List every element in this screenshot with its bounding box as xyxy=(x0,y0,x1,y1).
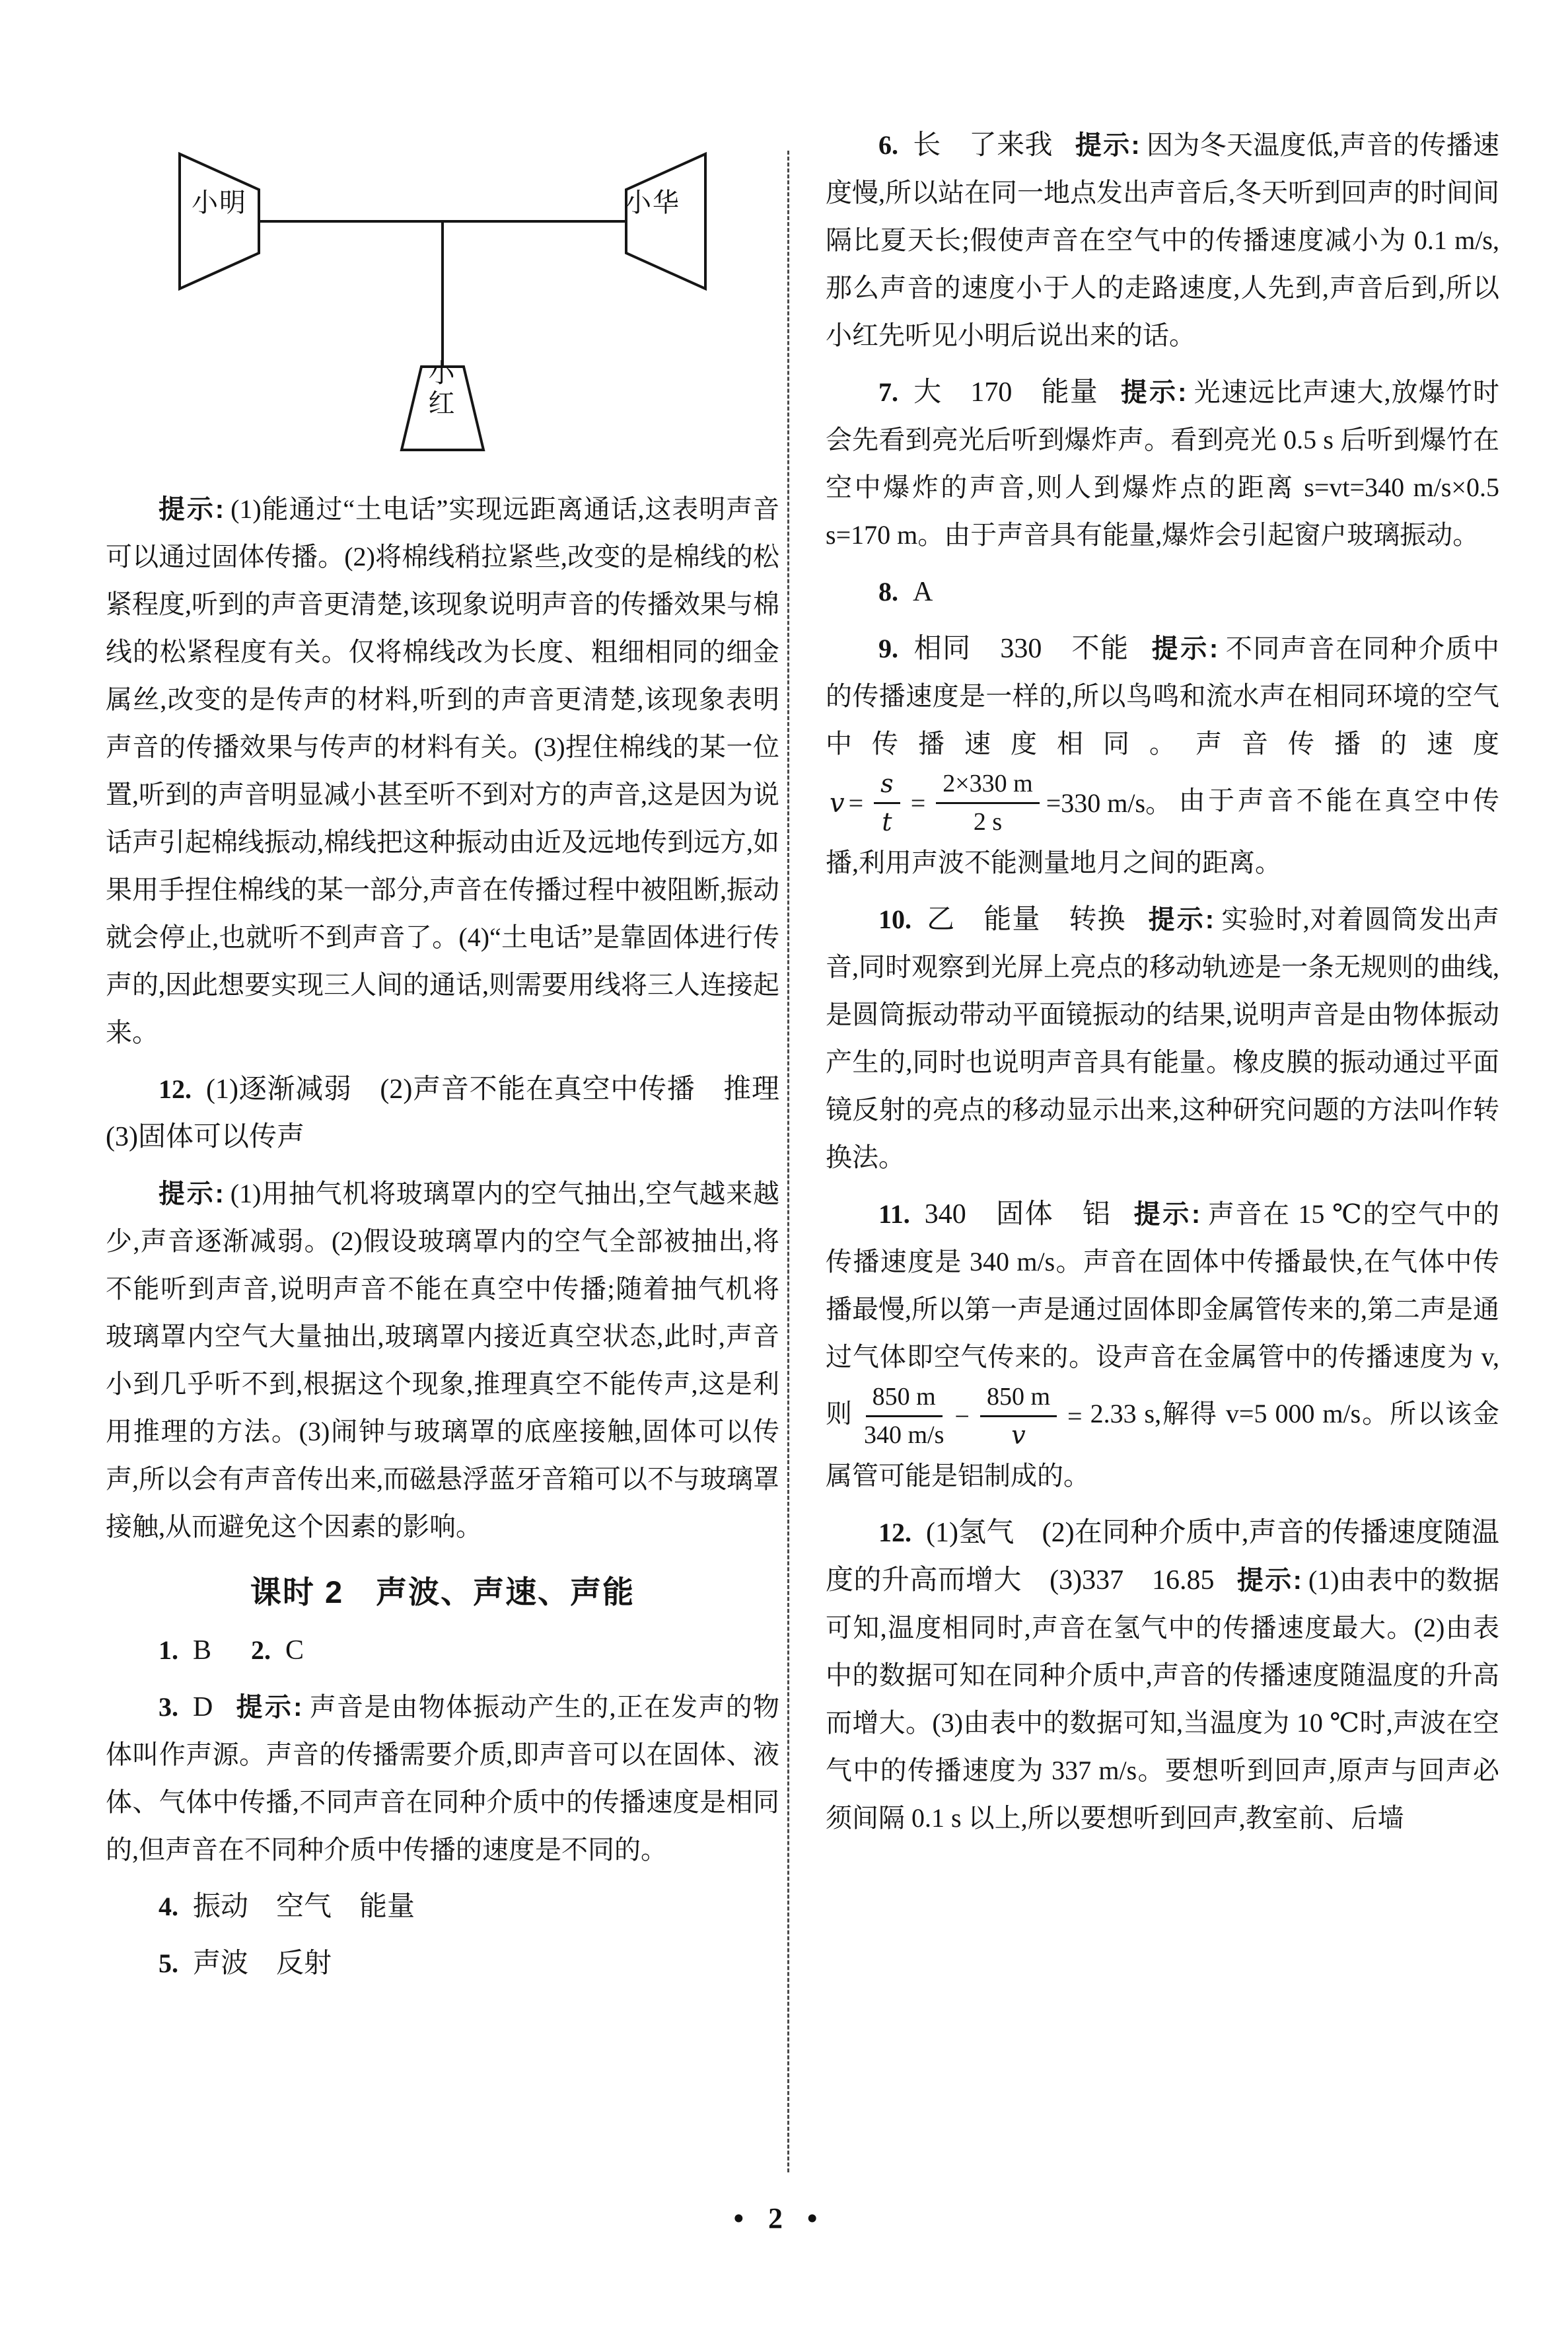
answer-text: B xyxy=(193,1635,212,1666)
answer-text: 乙 能量 转换 xyxy=(926,904,1126,935)
answer-line-6 xyxy=(826,122,1499,359)
fraction-850m-over-340ms xyxy=(864,1381,944,1452)
answer-text: 长 了来我 xyxy=(913,130,1053,161)
answer-text: 声波 反射 xyxy=(193,1948,332,1979)
hint-label: 提示: xyxy=(159,1179,225,1208)
answer-line-4 xyxy=(106,1883,779,1931)
answer-line-10 xyxy=(826,896,1499,1181)
answer-text: 振动 空气 能量 xyxy=(193,1892,415,1922)
fraction-denominator: 2 s xyxy=(973,808,1003,836)
hint-text: (1)用抽气机将玻璃罩内的空气抽出,空气越来越少,声音逐渐减弱。(2)假设玻璃罩内的空气全部被抽出,将不能听到声音,说明声音不能在真空中传播;随着抽气机将玻璃罩内空气大量抽出,玻璃罩内接近真空状态,此时,声音小到几乎听不到,根据这个现象,推理真空不能传声,这是利用推理的方法。(3)闹钟与玻璃罩的底座接触,固体可以传声,所以会有声音传出来,而磁悬浮蓝牙音箱可以不与玻璃罩接触,从而避免这个因素的影响。 xyxy=(106,1179,779,1541)
answer-number: 9. xyxy=(878,634,898,663)
answer-text: (1)逐渐减弱 (2)声音不能在真空中传播 推理 (3)固体可以传声 xyxy=(106,1074,808,1152)
string-telephone-figure xyxy=(106,129,779,457)
answer-text: A xyxy=(913,577,933,607)
answer-number: 3. xyxy=(159,1692,178,1722)
answer-number: 12. xyxy=(878,1517,911,1547)
hint-text: 由于声音不能在真空中传播,利用声波不能测量地月之间的距离。 xyxy=(826,786,1499,877)
hint-text: 2.33 s,解得 v=5 000 m/s。所以该金属管可能是铝制成的。 xyxy=(826,1398,1500,1491)
answer-line-8 xyxy=(826,568,1499,616)
fraction-denominator: v xyxy=(1011,1421,1026,1450)
hint-paragraph-q12-left xyxy=(106,1170,779,1551)
answer-number: 12. xyxy=(159,1074,192,1104)
hint-label: 提示: xyxy=(1236,1565,1303,1595)
fraction-s-over-t xyxy=(874,768,900,839)
answer-line-9 xyxy=(826,625,1499,887)
cup-label-xiaohong: 小红 xyxy=(425,359,454,420)
equation-result: =330 m/s。 xyxy=(1046,788,1172,818)
hint-paragraph-q11-left xyxy=(106,486,779,1056)
cup-right xyxy=(626,154,705,289)
answer-line-12-right xyxy=(826,1509,1499,1842)
answer-line-12-left xyxy=(106,1066,808,1161)
answer-text: (1)氢气 (2)在同种介质中,声音的传播速度随温度的升高而增大 (3)337 16.85 xyxy=(826,1517,1499,1596)
equals-sign: = xyxy=(1067,1401,1083,1431)
fraction-numerator: 850 m xyxy=(980,1381,1057,1417)
fraction-numerator: s xyxy=(874,768,900,804)
hint-text: 因为冬天温度低,声音的传播速度慢,所以站在同一地点发出声音后,冬天听到回声的时间间隔比夏天长;假使声音在空气中的传播速度减小为 0.1 m/s,那么声音的速度小于人的走路速度,人先到,声音后到,所以小红先听见小明后说出来的话。 xyxy=(826,130,1500,350)
answer-text: 340 固体 铝 xyxy=(924,1199,1112,1230)
speed-equation-q9 xyxy=(830,768,1172,839)
hint-label: 提示: xyxy=(1120,378,1188,407)
answer-number: 7. xyxy=(878,377,898,407)
hint-text: 实验时,对着圆筒发出声音,同时观察到光屏上亮点的移动轨迹是一条无规则的曲线,是圆筒振动带动平面镜振动的结果,说明声音是由物体振动产生的,同时也说明声音具有能量。橡皮膜的振动通过平面镜反射的亮点的移动显示出来,这种研究问题的方法叫作转换法。 xyxy=(826,904,1499,1172)
hint-text: (1)能通过“土电话”实现远距离通话,这表明声音可以通过固体传播。(2)将棉线稍拉紧些,改变的是棉线的松紧程度,听到的声音更清楚,该现象说明声音的传播效果与棉线的松紧程度有关。仅将棉线改为长度、粗细相同的细金属丝,改变的是传声的材料,听到的声音更清楚,该现象表明声音的传播效果与传声的材料有关。(3)捏住棉线的某一位置,听到的声音明显减小甚至听不到对方的声音,这是因为说话声引起棉线振动,棉线把这种振动由近及远地传到远方,如果用手捏住棉线的某一部分,声音在传播过程中被阻断,振动就会停止,也就听不到声音了。(4)“土电话”是靠固体进行传声的,因此想要实现三人间的通话,则需要用线将三人连接起来。 xyxy=(106,494,779,1047)
cup-left xyxy=(180,154,259,289)
equals-sign: = xyxy=(910,788,926,818)
hint-label: 提示: xyxy=(159,495,226,524)
fraction-distance-over-time xyxy=(936,768,1040,839)
right-column xyxy=(826,112,1499,1851)
answer-number: 5. xyxy=(159,1948,178,1978)
hint-label: 提示: xyxy=(1133,1199,1202,1229)
page-number: • 2 • xyxy=(733,2202,818,2234)
answer-number: 10. xyxy=(878,904,911,934)
answer-line-1-2 xyxy=(106,1627,779,1674)
answer-number: 8. xyxy=(878,577,898,607)
answer-number: 11. xyxy=(878,1199,910,1229)
hint-text: 不同声音在同种介质中的传播速度是一样的,所以鸟鸣和流水声在相同环境的空气中传播速度相同。声音传播的速度 xyxy=(826,634,1499,758)
hint-label: 提示: xyxy=(1148,904,1216,934)
cup-label-xiaohua: 小华 xyxy=(625,188,680,217)
left-column xyxy=(106,129,808,1997)
minus-sign: − xyxy=(954,1401,970,1431)
answer-line-7 xyxy=(826,369,1499,559)
fraction-numerator: 850 m xyxy=(866,1381,943,1417)
hint-label: 提示: xyxy=(1075,131,1141,160)
answer-number: 4. xyxy=(159,1892,178,1921)
column-divider xyxy=(787,151,789,2172)
answer-text: 大 170 能量 xyxy=(913,377,1098,408)
answer-line-5 xyxy=(106,1940,779,1987)
answer-text: 相同 330 不能 xyxy=(913,634,1129,664)
fraction-denominator: t xyxy=(882,807,892,837)
var-v: v xyxy=(830,788,845,819)
hint-text: (1)由表中的数据可知,温度相同时,声音在氢气中的传播速度最大。(2)由表中的数据可知在同种介质中,声音的传播速度随温度的升高而增大。(3)由表中的数据可知,当温度为 10 ℃时,声波在空气中的传播速度为 337 m/s。要想听到回声,原声与回声必须间隔 0.1 s 以上,所以要想听到回声,教室前、后墙 xyxy=(826,1565,1499,1833)
answer-number: 2. xyxy=(251,1635,271,1665)
hint-text: 光速远比声速大,放爆竹时会先看到亮光后听到爆炸声。看到亮光 0.5 s 后听到爆竹在空中爆炸的声音,则人到爆炸点的距离 s=vt=340 m/s×0.5 s=170 m。由于声音具有能量,爆炸会引起窗户玻璃振动。 xyxy=(826,377,1499,550)
equals-sign: = xyxy=(848,788,864,818)
hint-text: 声音是由物体振动产生的,正在发声的物体叫作声源。声音的传播需要介质,即声音可以在固体、液体、气体中传播,不同声音在同种介质中的传播速度是相同的,但声音在不同种介质中传播的速度是不同的。 xyxy=(106,1692,780,1864)
hint-label: 提示: xyxy=(1151,634,1220,663)
fraction-numerator: 2×330 m xyxy=(936,768,1040,804)
hint-label: 提示: xyxy=(235,1693,304,1722)
answer-line-11 xyxy=(826,1191,1499,1500)
hint-text: 声音在 15 ℃的空气中的传播速度是 340 m/s。声音在固体中传播最快,在气体中传播最慢,所以第一声是通过固体即金属管传来的,第二声是通过气体即空气传来的。设声音在金属管中的传播速度为 v,则 xyxy=(826,1199,1499,1428)
answer-text: C xyxy=(285,1635,304,1666)
answer-number: 1. xyxy=(159,1635,178,1665)
pipe-equation-q11 xyxy=(857,1381,1087,1452)
answer-line-3 xyxy=(106,1683,779,1874)
answer-number: 6. xyxy=(878,130,898,160)
section-heading: 课时 2 声波、声速、声能 xyxy=(250,1574,635,1609)
cup-label-xiaoming: 小明 xyxy=(192,188,247,217)
fraction-denominator: 340 m/s xyxy=(863,1421,944,1450)
fraction-850m-over-v xyxy=(980,1381,1057,1452)
answer-text: D xyxy=(193,1692,213,1722)
